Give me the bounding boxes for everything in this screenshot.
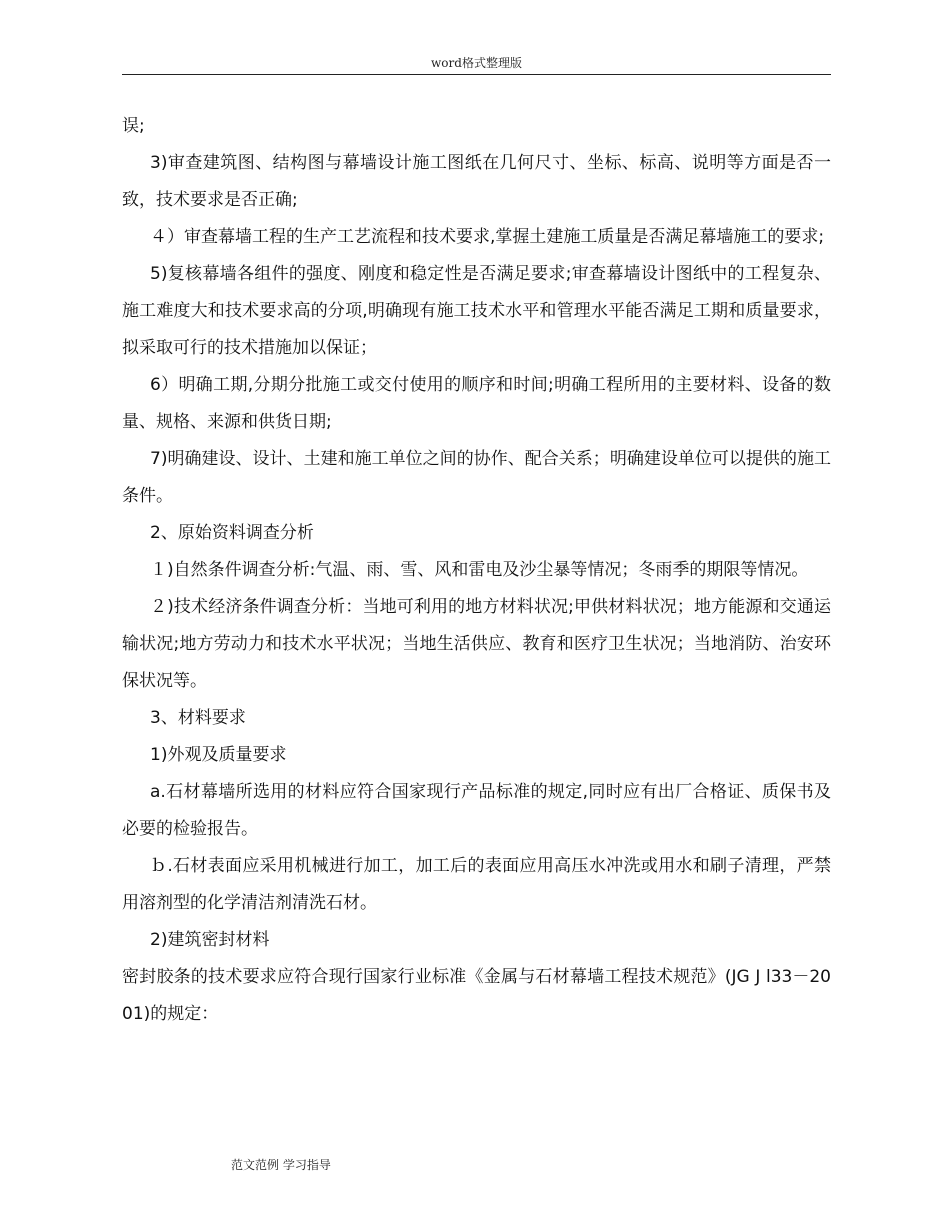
paragraph-item-7: 7)明确建设、设计、土建和施工单位之间的协作、配合关系；明确建设单位可以提供的施工条件。 — [122, 449, 831, 506]
page-header — [122, 54, 831, 75]
paragraph-item-a: a.石材幕墙所选用的材料应符合国家现行产品标准的规定,同时应有出厂合格证、质保书及必要的检验报告。 — [122, 782, 831, 839]
section-heading-2: 2、原始资料调查分析 — [150, 523, 314, 543]
page-footer — [231, 1156, 331, 1174]
header-text: word格式整理版 — [431, 56, 522, 70]
paragraph-economic-conditions: ２)技术经济条件调查分析：当地可利用的地方材料状况;甲供材料状况；地方能源和交通运输状况;地方劳动力和技术水平状况；当地生活供应、教育和医疗卫生状况；当地消防、治安环保状况等。 — [122, 597, 831, 691]
paragraph-item-5: 5)复核幕墙各组件的强度、刚度和稳定性是否满足要求;审查幕墙设计图纸中的工程复杂、施工难度大和技术要求高的分项,明确现有施工技术水平和管理水平能否满足工期和质量要求，拟采取可行的技术措施加以保证； — [122, 264, 831, 358]
paragraph-item-6: 6）明确工期,分期分批施工或交付使用的顺序和时间;明确工程所用的主要材料、设备的数量、规格、来源和供货日期; — [122, 375, 831, 432]
section-heading-3: 3、材料要求 — [150, 708, 246, 728]
document-body — [122, 108, 831, 1033]
paragraph-sealant-spec: 密封胶条的技术要求应符合现行国家行业标准《金属与石材幕墙工程技术规范》(JG J l33－2001)的规定： — [122, 967, 831, 1024]
paragraph-natural-conditions: １)自然条件调查分析:气温、雨、雪、风和雷电及沙尘暴等情况；冬雨季的期限等情况。 — [150, 560, 809, 580]
paragraph-item-4: ４）审查幕墙工程的生产工艺流程和技术要求,掌握土建施工质量是否满足幕墙施工的要求; — [150, 227, 825, 247]
subheading-sealing-materials: 2)建筑密封材料 — [150, 930, 270, 950]
paragraph-item-b: ｂ.石材表面应采用机械进行加工，加工后的表面应用高压水冲洗或用水和刷子清理，严禁用溶剂型的化学清洁剂清洗石材。 — [122, 856, 831, 913]
subheading-appearance-quality: 1)外观及质量要求 — [150, 745, 287, 765]
footer-text: 范文范例 学习指导 — [231, 1158, 331, 1172]
paragraph-continuation: 误; — [122, 116, 145, 136]
paragraph-item-3: 3)审查建筑图、结构图与幕墙设计施工图纸在几何尺寸、坐标、标高、说明等方面是否一致，技术要求是否正确; — [122, 153, 831, 210]
